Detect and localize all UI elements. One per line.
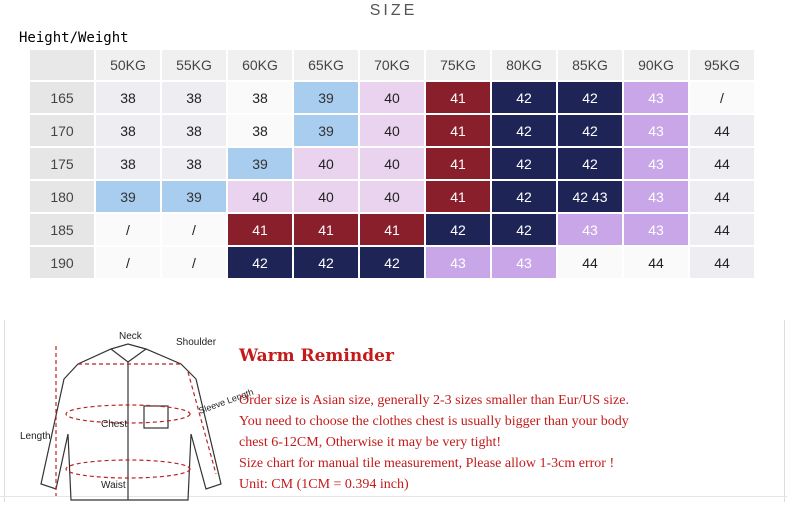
size-cell: 44 xyxy=(690,214,754,245)
size-cell: / xyxy=(162,247,226,278)
size-cell: 44 xyxy=(690,115,754,146)
height-weight-label: Height/Weight xyxy=(19,30,129,46)
weight-header: 95KG xyxy=(690,50,754,80)
size-cell: 43 xyxy=(624,148,688,179)
size-cell: 43 xyxy=(624,82,688,113)
reminder-line: chest 6-12CM, Otherwise it may be very tight! xyxy=(239,435,502,450)
size-cell: 41 xyxy=(426,181,490,212)
size-cell: / xyxy=(690,82,754,113)
size-cell: 40 xyxy=(360,82,424,113)
size-cell: 41 xyxy=(426,115,490,146)
size-cell: 40 xyxy=(360,148,424,179)
size-cell: 42 xyxy=(492,82,556,113)
size-cell: 42 xyxy=(492,115,556,146)
size-cell: 39 xyxy=(294,82,358,113)
length-label: Length xyxy=(20,431,51,442)
size-cell: 38 xyxy=(228,115,292,146)
size-row xyxy=(30,181,754,212)
size-cell: 40 xyxy=(228,181,292,212)
reminder-line: Size chart for manual tile measurement, Please allow 1-3cm error ! xyxy=(239,456,615,471)
size-row xyxy=(30,214,754,245)
reminder-line: Unit: CM (1CM = 0.394 inch) xyxy=(239,477,409,492)
size-row xyxy=(30,82,754,113)
size-cell: 38 xyxy=(162,115,226,146)
size-cell: 43 xyxy=(492,247,556,278)
size-cell: 41 xyxy=(426,148,490,179)
size-table xyxy=(28,48,756,280)
size-cell: 41 xyxy=(426,82,490,113)
size-cell: 42 xyxy=(558,115,622,146)
size-cell: 44 xyxy=(624,247,688,278)
size-cell: 40 xyxy=(360,181,424,212)
size-cell: 38 xyxy=(96,82,160,113)
height-cell: 180 xyxy=(30,181,94,212)
size-cell: 40 xyxy=(294,181,358,212)
size-cell: 44 xyxy=(690,247,754,278)
waist-label: Waist xyxy=(101,480,126,491)
size-cell: 43 xyxy=(624,214,688,245)
split-cell-text: 42 43 xyxy=(558,181,622,212)
weight-header: 85KG xyxy=(558,50,622,80)
size-cell: 39 xyxy=(96,181,160,212)
weight-header: 75KG xyxy=(426,50,490,80)
neck-label: Neck xyxy=(119,331,142,342)
split-cell xyxy=(558,181,622,212)
size-cell: 40 xyxy=(360,115,424,146)
weight-header: 90KG xyxy=(624,50,688,80)
weight-header: 55KG xyxy=(162,50,226,80)
size-row xyxy=(30,148,754,179)
size-cell: 44 xyxy=(690,148,754,179)
size-cell: 38 xyxy=(162,82,226,113)
size-cell: 41 xyxy=(228,214,292,245)
chest-label: Chest xyxy=(101,419,128,430)
size-cell: 42 xyxy=(492,148,556,179)
size-row xyxy=(30,247,754,278)
size-cell: / xyxy=(162,214,226,245)
size-cell: 39 xyxy=(294,115,358,146)
shoulder-label: Shoulder xyxy=(176,337,217,348)
shirt-outline-icon xyxy=(41,344,221,500)
weight-header-row xyxy=(30,50,754,80)
shirt-diagram xyxy=(16,324,255,500)
reminder-line: You need to choose the clothes chest is usually bigger than your body xyxy=(239,414,629,429)
size-cell: 38 xyxy=(162,148,226,179)
size-title: SIZE xyxy=(369,2,418,19)
size-cell: 43 xyxy=(558,214,622,245)
size-row xyxy=(30,115,754,146)
size-cell: 42 xyxy=(558,148,622,179)
reminder-title: Warm Reminder xyxy=(239,346,394,366)
reminder-line: Order size is Asian size, generally 2-3 sizes smaller than Eur/US size. xyxy=(239,393,629,408)
weight-header: 70KG xyxy=(360,50,424,80)
weight-header: 50KG xyxy=(96,50,160,80)
size-cell: / xyxy=(96,214,160,245)
size-cell: 41 xyxy=(294,214,358,245)
sleeve-length-label: Sleeve Length xyxy=(197,386,255,416)
size-cell: 39 xyxy=(228,148,292,179)
size-cell: 42 xyxy=(360,247,424,278)
weight-header: 80KG xyxy=(492,50,556,80)
size-cell: 44 xyxy=(690,181,754,212)
size-cell: 42 xyxy=(492,214,556,245)
size-cell: 43 xyxy=(624,115,688,146)
size-cell: 40 xyxy=(294,148,358,179)
corner-cell xyxy=(30,50,94,80)
height-cell: 175 xyxy=(30,148,94,179)
size-cell: 43 xyxy=(426,247,490,278)
size-cell: 42 xyxy=(492,181,556,212)
height-cell: 170 xyxy=(30,115,94,146)
weight-header: 65KG xyxy=(294,50,358,80)
size-cell: 42 xyxy=(558,82,622,113)
size-cell: 41 xyxy=(360,214,424,245)
size-cell: / xyxy=(96,247,160,278)
weight-header: 60KG xyxy=(228,50,292,80)
split-size-cell xyxy=(558,181,622,212)
size-cell: 38 xyxy=(96,115,160,146)
size-cell: 42 xyxy=(294,247,358,278)
height-cell: 190 xyxy=(30,247,94,278)
size-cell: 39 xyxy=(162,181,226,212)
size-cell: 38 xyxy=(96,148,160,179)
size-cell: 42 xyxy=(426,214,490,245)
size-cell: 43 xyxy=(624,181,688,212)
height-cell: 185 xyxy=(30,214,94,245)
size-cell: 38 xyxy=(228,82,292,113)
size-cell: 42 xyxy=(228,247,292,278)
size-cell: 44 xyxy=(558,247,622,278)
height-cell: 165 xyxy=(30,82,94,113)
measure-lines-icon xyxy=(56,346,216,496)
